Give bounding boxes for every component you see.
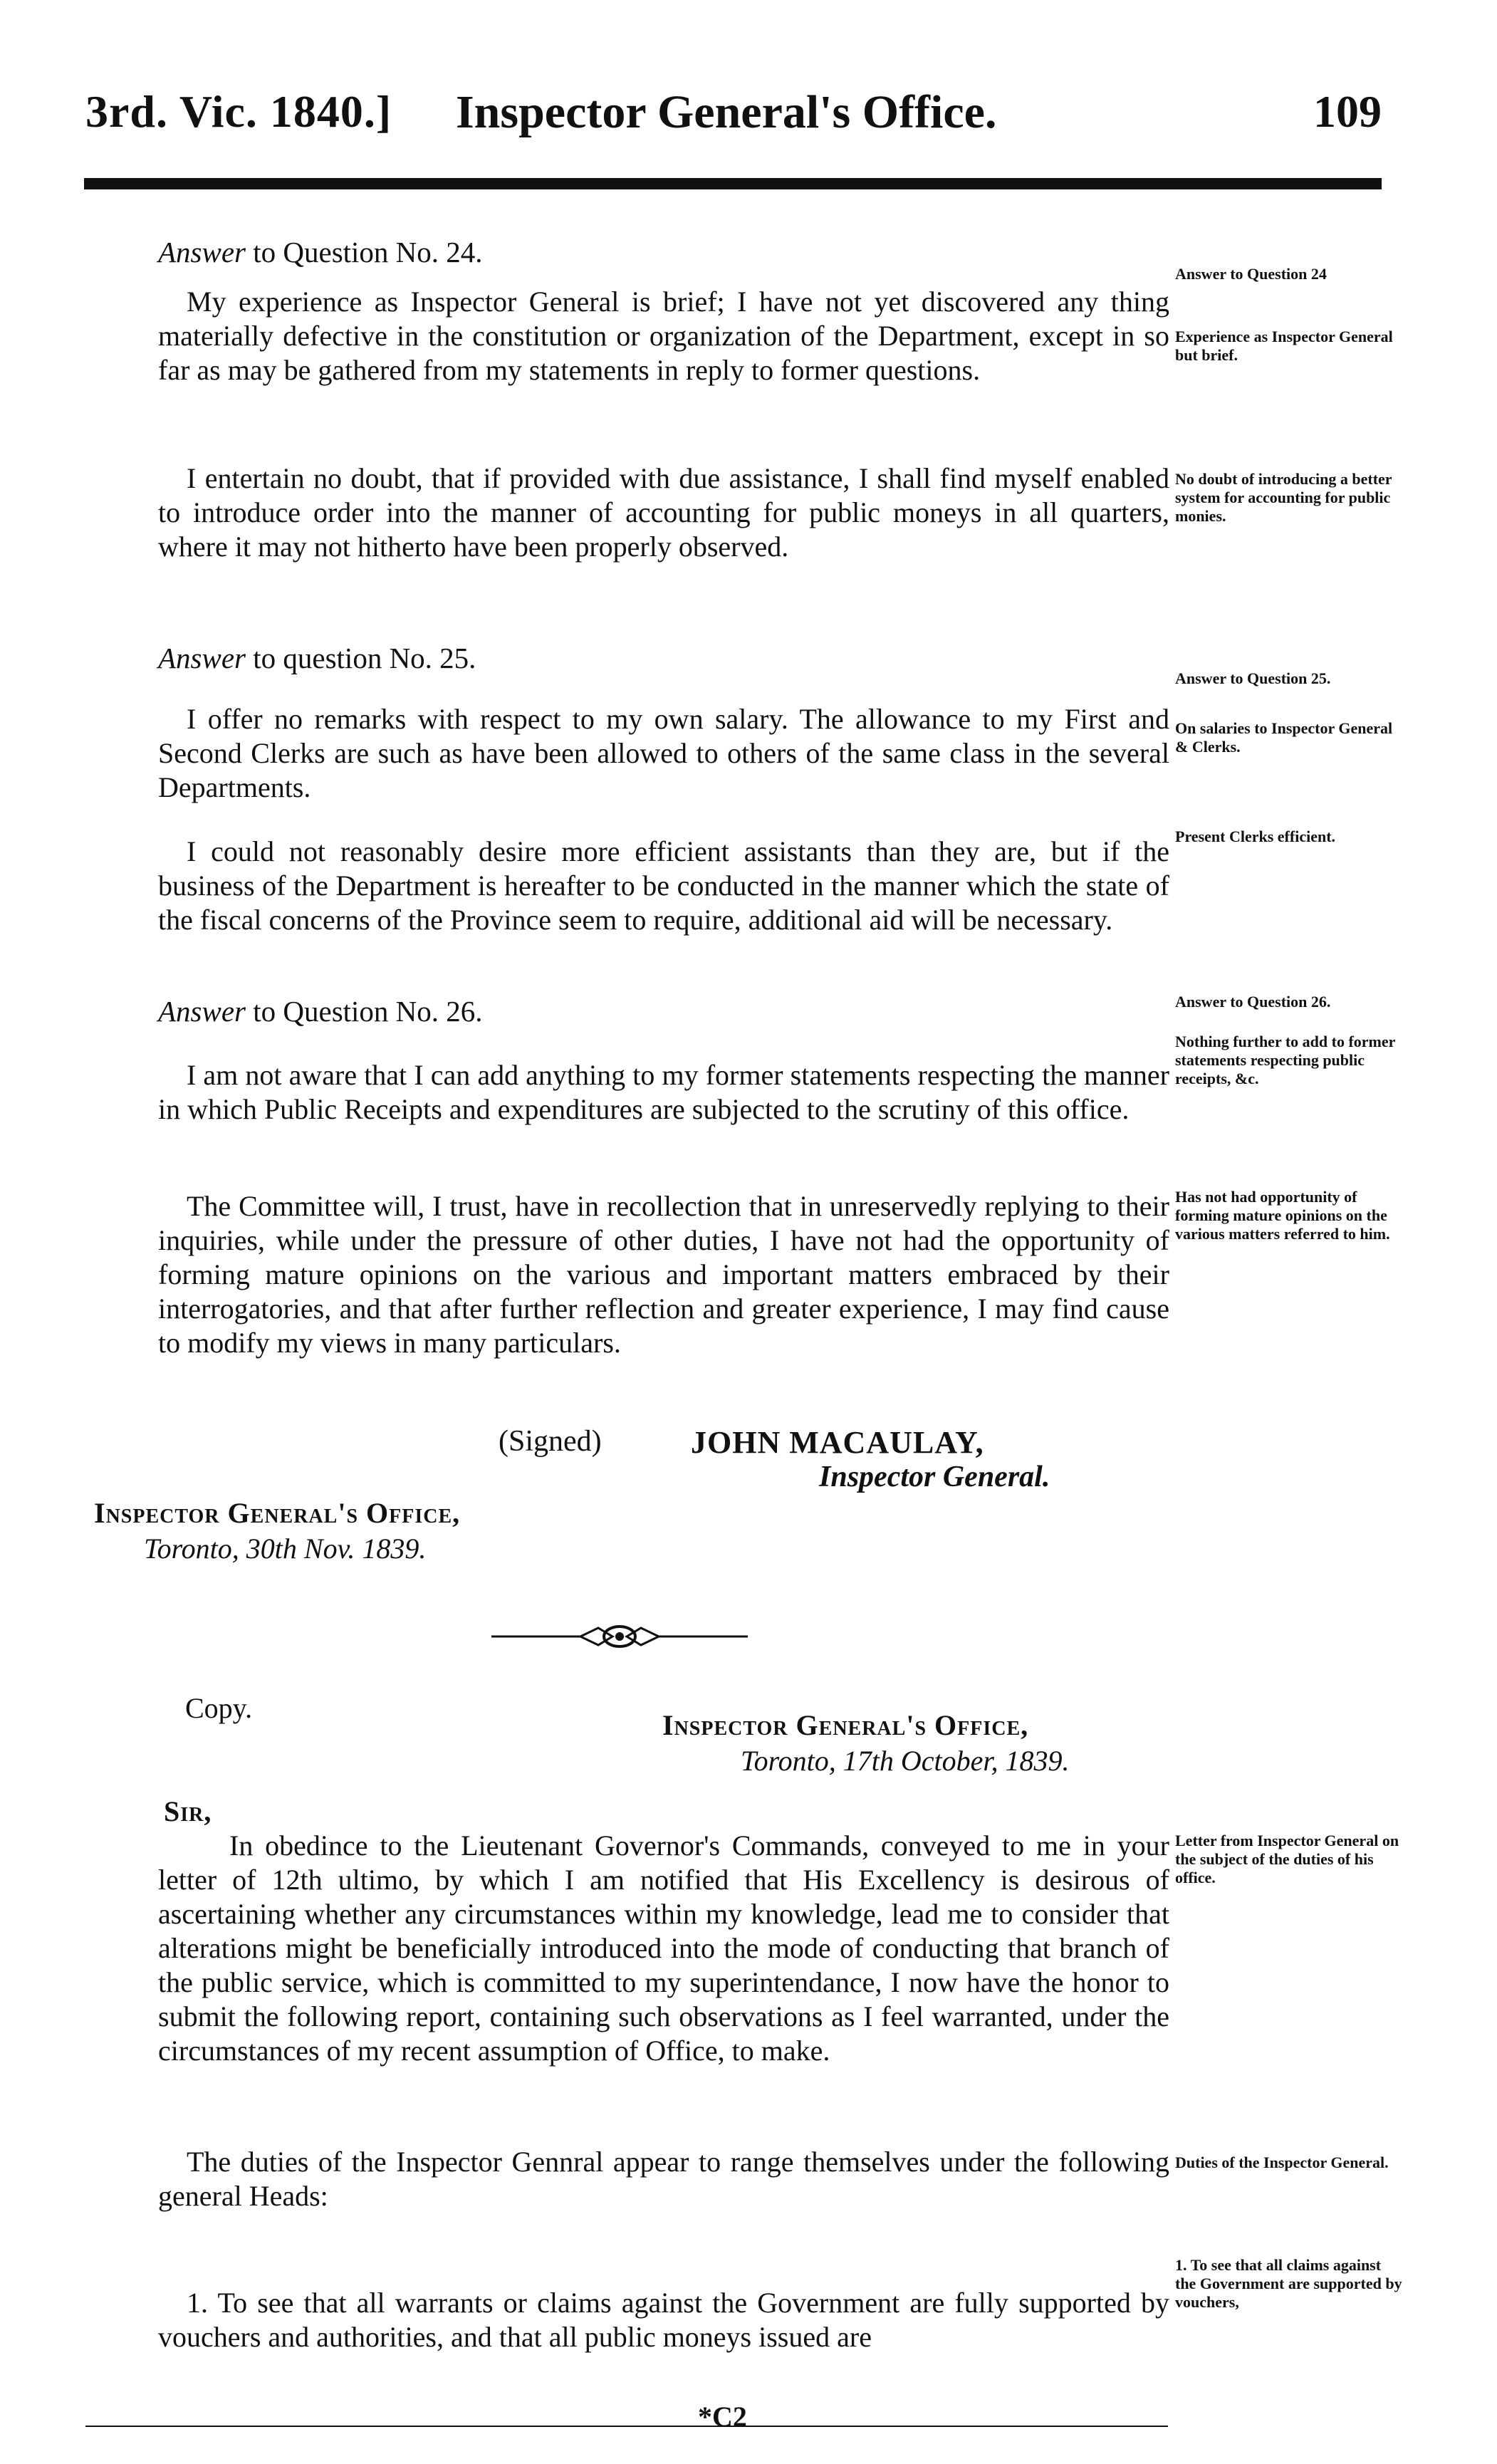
answer-26-paragraph-1: I am not aware that I can add anything to my former statements respecting the manner in which Public Receipts and expenditures are subjected to the scrutiny of this office. xyxy=(158,1059,1169,1125)
margin-note-experience-brief: Experience as Inspector General but brief. xyxy=(1175,328,1393,364)
margin-note-letter-subject: Letter from Inspector General on the subject of the duties of his office. xyxy=(1175,1832,1399,1886)
margin-note-warrants: 1. To see that all claims against the Government are supported by vouchers, xyxy=(1175,2256,1402,2311)
margin-note-no-doubt: No doubt of introducing a better system for accounting for public monies. xyxy=(1175,470,1392,525)
answer-24-heading xyxy=(158,235,483,269)
letter-office: Inspector General's Office, xyxy=(662,1709,1029,1741)
signer-name: JOHN MACAULAY, xyxy=(691,1425,984,1460)
answer-25-paragraph-2: I could not reasonably desire more efficient assistants than they are, but if the business of the Department is hereafter to be conducted in the manner which the state of the fiscal concerns of the Province seem to require, additional aid will be necessary. xyxy=(158,835,1169,936)
answer-25-heading xyxy=(158,641,476,675)
office-place-date: Toronto, 30th Nov. 1839. xyxy=(144,1533,427,1565)
answer-24-paragraph-1: My experience as Inspector General is brief; I have not yet discovered any thing materially defective in the constitution or organization of the Department, except in so far as may be gathered from my statements in reply to former questions. xyxy=(158,286,1169,386)
margin-note-answer-26: Answer to Question 26. xyxy=(1175,993,1331,1011)
header-rule xyxy=(84,178,1382,189)
bottom-rule xyxy=(85,2426,1168,2427)
letter-salutation: Sir, xyxy=(164,1795,212,1827)
answer-25-heading-rest: to question No. 25. xyxy=(253,642,476,674)
answer-26-heading-rest: to Question No. 26. xyxy=(253,995,483,1028)
running-head-regnal-year: 3rd. Vic. 1840.] xyxy=(85,86,392,137)
office-name: Inspector General's Office, xyxy=(94,1497,461,1529)
answer-25-paragraph-1: I offer no remarks with respect to my own salary. The allowance to my First and Second Clerks are such as have been allowed to others of the same class in the several Departments. xyxy=(158,703,1169,803)
letter-heading xyxy=(662,1708,1070,1779)
answer-25-heading-italic: Answer xyxy=(158,642,246,674)
margin-note-answer-25: Answer to Question 25. xyxy=(1175,669,1331,687)
running-head-title: Inspector General's Office. xyxy=(456,86,997,138)
margin-note-no-opportunity: Has not had opportunity of forming mature opinions on the various matters referred to him. xyxy=(1175,1188,1390,1243)
letter-place-date: Toronto, 17th October, 1839. xyxy=(741,1745,1070,1777)
page-number: 109 xyxy=(1313,86,1382,137)
answer-24-heading-italic: Answer xyxy=(158,236,246,268)
margin-note-duties: Duties of the Inspector General. xyxy=(1175,2154,1389,2171)
letter-paragraph-1: In obedince to the Lieutenant Governor's Commands, conveyed to me in your letter of 12th ultimo, by which I am notified that His Excellency is desirous of ascertaining whether any circumstances within my knowledge, lead me to consider that alterations might be beneficially introduced into the mode of conducting that branch of the public service, which is committed to my superintendance, I now have the honor to submit the following report, containing such observations as I feel warranted, under the circumstances of my recent assumption of Office, to make. xyxy=(158,1829,1169,2067)
answer-26-paragraph-2: The Committee will, I trust, have in recollection that in unreservedly replying to their inquiries, while under the pressure of other duties, I have not had the opportunity of forming mature opinions on the various and important matters embraced by their interrogatories, and that after further reflection and greater experience, I may find cause to modify my views in many particulars. xyxy=(158,1190,1169,1359)
letter-paragraph-2: The duties of the Inspector Gennral appear to range themselves under the following general Heads: xyxy=(158,2146,1169,2212)
margin-note-salaries: On salaries to Inspector General & Clerks. xyxy=(1175,719,1393,756)
answer-24-paragraph-2: I entertain no doubt, that if provided with due assistance, I shall find myself enabled to introduce order into the manner of accounting for public moneys in all quarters, where it may not hitherto have been properly observed. xyxy=(158,462,1169,563)
signer-title: Inspector General. xyxy=(819,1461,1050,1493)
running-head xyxy=(85,85,1382,164)
signature-mark: *C2 xyxy=(698,2401,747,2433)
letter-paragraph-3: 1. To see that all warrants or claims against the Government are fully supported by vouchers and authorities, and that all public moneys issued are xyxy=(158,2287,1169,2353)
answer-26-heading xyxy=(158,994,483,1028)
margin-note-nothing-further: Nothing further to add to former statements respecting public receipts, &c. xyxy=(1175,1033,1395,1087)
answer-26-heading-italic: Answer xyxy=(158,995,246,1028)
office-date-block xyxy=(94,1495,460,1567)
answer-24-heading-rest: to Question No. 24. xyxy=(253,236,483,268)
copy-label: Copy. xyxy=(185,1692,253,1724)
margin-note-clerks-efficient: Present Clerks efficient. xyxy=(1175,828,1336,845)
signed-label: (Signed) xyxy=(499,1425,602,1458)
margin-note-answer-24: Answer to Question 24 xyxy=(1175,265,1327,283)
ornament-divider-icon xyxy=(491,1615,748,1658)
